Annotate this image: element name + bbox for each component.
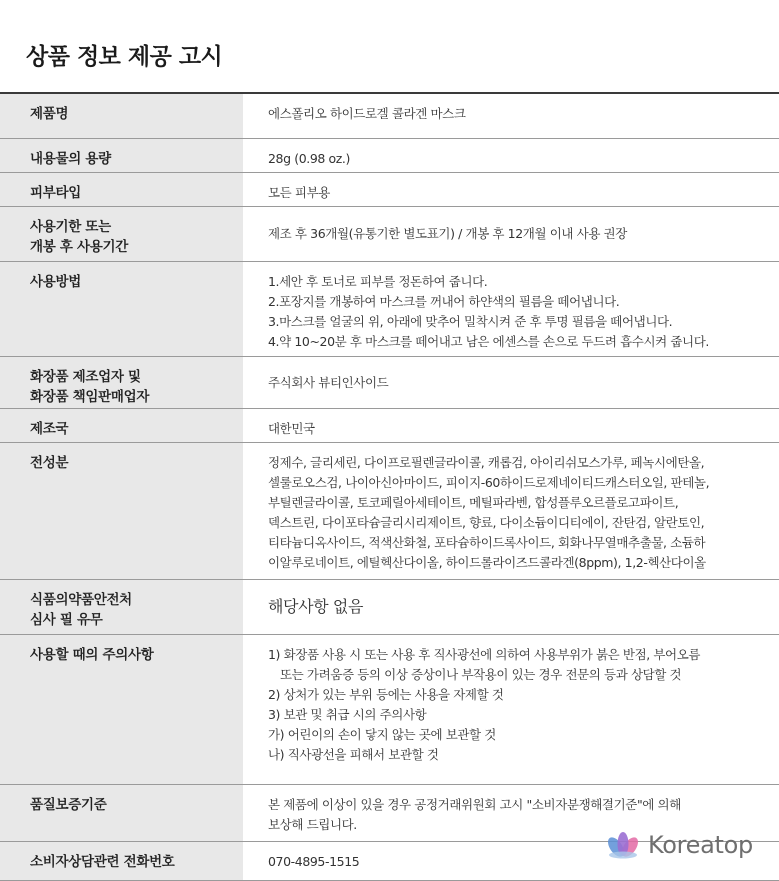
caution-line: 1) 화장품 사용 시 또는 사용 후 직사광선에 의하여 사용부위가 붉은 반점, 부어오름 <box>268 647 701 662</box>
row-label-line: 사용기한 또는 <box>30 219 111 235</box>
row-label: 내용물의 용량 <box>0 139 243 172</box>
row-label-line: 화장품 책임판매업자 <box>30 389 150 405</box>
usage-step: 1.세안 후 토너로 피부를 정돈하여 줍니다. <box>268 274 488 289</box>
caution-line: 2) 상처가 있는 부위 등에는 사용을 자제할 것 <box>268 687 504 702</box>
usage-step: 2.포장지를 개봉하여 마스크를 꺼내어 하얀색의 필름을 떼어냅니다. <box>268 294 620 309</box>
row-value: 주식회사 뷰티인사이드 <box>268 374 389 390</box>
ingredient-line: 정제수, 글리세린, 다이프로필렌글라이콜, 캐롭검, 아이리쉬모스가루, 페녹시에탄올, <box>268 455 705 470</box>
row-label: 피부타입 <box>0 173 243 206</box>
row-label <box>0 357 243 408</box>
row-label: 사용방법 <box>0 262 243 356</box>
lotus-icon <box>604 830 642 860</box>
caution-line: 나) 직사광선을 피해서 보관할 것 <box>268 747 439 762</box>
row-usage <box>0 262 779 357</box>
row-country <box>0 409 779 443</box>
row-value: 대한민국 <box>268 421 315 436</box>
ingredient-line: 티타늄디옥사이드, 적색산화철, 포타슘하이드록사이드, 회화나무열매추출물, 소듐하 <box>268 535 706 550</box>
quality-line: 보상해 드립니다. <box>268 817 357 832</box>
row-value: 모든 피부용 <box>268 185 330 200</box>
row-label-line: 화장품 제조업자 및 <box>30 369 141 385</box>
row-label: 제조국 <box>0 409 243 442</box>
row-label: 전성분 <box>0 443 243 579</box>
caution-line: 가) 어린이의 손이 닿지 않는 곳에 보관할 것 <box>268 727 496 742</box>
row-value: 에스폴리오 하이드로겔 콜라겐 마스크 <box>268 106 466 121</box>
ingredient-line: 부틸렌글라이콜, 토코페릴아세테이트, 메틸파라벤, 합성플루오르플로고파이트, <box>268 495 679 510</box>
usage-step: 4.약 10~20분 후 마스크를 떼어내고 남은 에센스를 손으로 두드려 흡수시켜 줍니다. <box>268 334 709 349</box>
row-value <box>243 443 779 579</box>
usage-step: 3.마스크를 얼굴의 위, 아래에 맞추어 밀착시켜 준 후 투명 필름을 떼어냅니다. <box>268 314 673 329</box>
row-label <box>0 580 243 634</box>
caution-line: 또는 가려움증 등의 이상 증상이나 부작용이 있는 경우 전문의 등과 상담할 것 <box>280 667 682 682</box>
row-volume <box>0 139 779 173</box>
ingredient-line: 셀룰로오스검, 나이아신아마이드, 피이지-60하이드로제네이티드캐스터오일, 판테놀, <box>268 475 710 490</box>
row-value: 해당사항 없음 <box>268 597 364 616</box>
caution-line: 3) 보관 및 취급 시의 주의사항 <box>268 707 427 722</box>
logo-text: Koreatop <box>648 831 753 859</box>
page-title: 상품 정보 제공 고시 <box>26 44 223 70</box>
ingredient-line: 이알루로네이트, 에틸헥산다이올, 하이드롤라이즈드콜라겐(8ppm), 1,2-헥산다이올 <box>268 555 706 570</box>
row-manufacturer <box>0 357 779 409</box>
row-label-line: 심사 필 유무 <box>30 612 103 628</box>
row-ingredients <box>0 443 779 580</box>
row-label-line: 식품의약품안전처 <box>30 592 132 608</box>
row-label: 제품명 <box>0 94 243 138</box>
row-value: 제조 후 36개월(유통기한 별도표기) / 개봉 후 12개월 이내 사용 권장 <box>268 226 627 241</box>
quality-line: 본 제품에 이상이 있을 경우 공정거래위원회 고시 "소비자분쟁해결기준"에 의해 <box>268 797 681 812</box>
row-label <box>0 207 243 261</box>
row-label: 사용할 때의 주의사항 <box>0 635 243 784</box>
row-label-line: 개봉 후 사용기간 <box>30 239 128 255</box>
row-value <box>243 635 779 784</box>
row-skin-type <box>0 173 779 207</box>
row-caution <box>0 635 779 785</box>
row-label: 품질보증기준 <box>0 785 243 841</box>
row-mfds <box>0 580 779 635</box>
row-value: 070-4895-1515 <box>268 854 360 869</box>
product-info-table <box>0 92 779 881</box>
row-expiry <box>0 207 779 262</box>
row-value <box>243 262 779 356</box>
row-product-name <box>0 94 779 139</box>
ingredient-line: 덱스트린, 다이포타슘글리시리제이트, 향료, 다이소듐이디티에이, 잔탄검, 알란토인, <box>268 515 705 530</box>
row-label: 소비자상담관련 전화번호 <box>0 842 243 880</box>
row-value: 28g (0.98 oz.) <box>268 151 350 166</box>
koreatop-logo <box>604 830 753 860</box>
